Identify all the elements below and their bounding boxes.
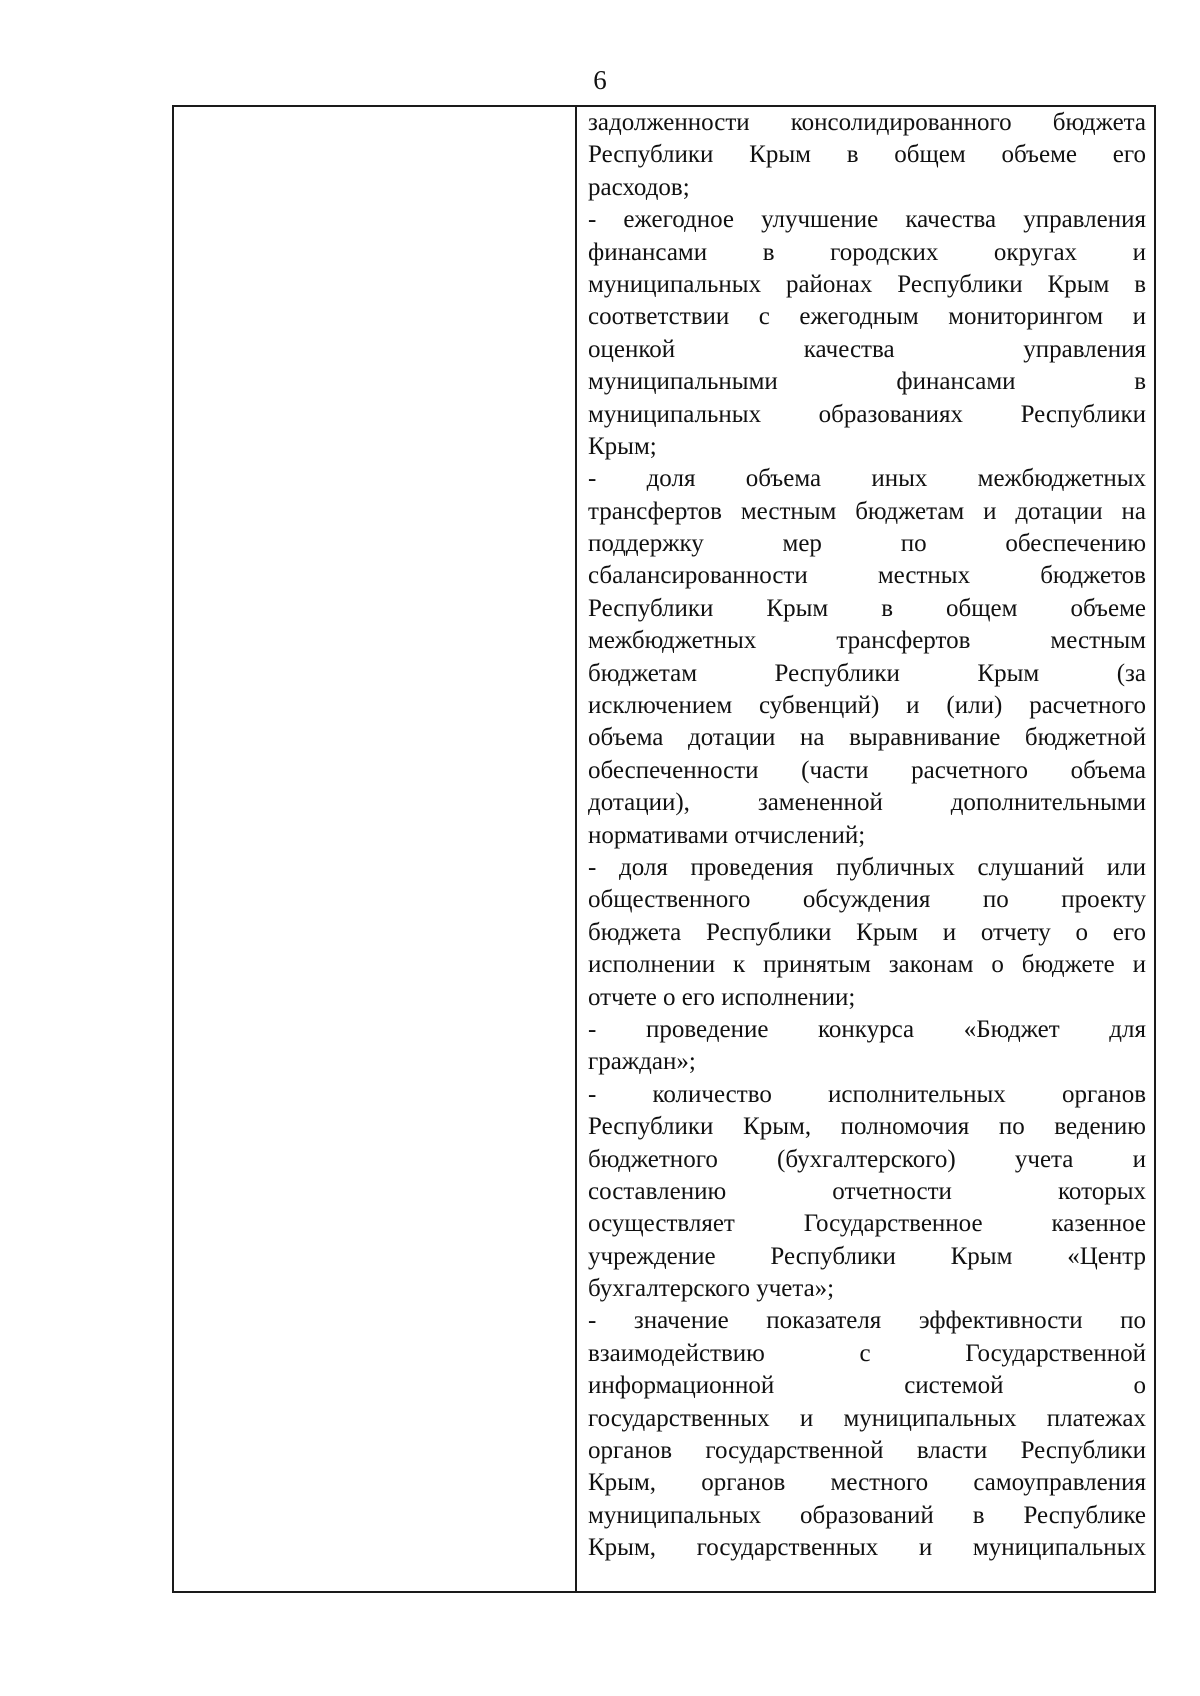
table-left-cell [174,107,577,1591]
text-line: учреждение Республики Крым «Центр [588,1242,1146,1270]
text-line: информационной системой о [588,1372,1146,1400]
text-line: бухгалтерского учета»; [588,1275,835,1303]
text-line: - количество исполнительных органов [588,1080,1146,1108]
text-line: муниципальных районах Республики Крым в [588,270,1146,298]
text-line: муниципальных образованиях Республики [588,400,1146,428]
text-line: составлению отчетности которых [588,1177,1146,1205]
text-line: финансами в городских округах и [588,238,1146,266]
text-line: органов государственной власти Республики [588,1437,1146,1465]
text-line: - доля объема иных межбюджетных [588,465,1146,493]
text-line: Крым; [588,432,657,460]
text-line: общественного обсуждения по проекту [588,886,1146,914]
text-line: задолженности консолидированного бюджета [588,109,1146,136]
text-line: Крым, государственных и муниципальных [588,1534,1146,1562]
text-line: исключением субвенций) и (или) расчетного [588,692,1146,720]
text-line: обеспеченности (части расчетного объема [588,756,1146,784]
page-number: 6 [593,65,607,95]
text-line: Крым, органов местного самоуправления [588,1469,1146,1497]
text-line: осуществляет Государственное казенное [588,1210,1146,1238]
text-line: бюджетам Республики Крым (за [588,659,1146,687]
text-line: - ежегодное улучшение качества управления [588,206,1146,234]
text-line: нормативами отчислений; [588,821,866,849]
text-line: Республики Крым, полномочия по ведению [588,1113,1146,1141]
document-table [172,105,1156,1593]
text-line: дотации), замененной дополнительными [588,789,1146,817]
text-line: поддержку мер по обеспечению [588,530,1146,558]
text-line: бюджетного (бухгалтерского) учета и [588,1145,1146,1173]
text-line: сбалансированности местных бюджетов [588,562,1146,590]
text-line: - проведение конкурса «Бюджет для [588,1015,1146,1043]
text-line: муниципальных образований в Республике [588,1501,1146,1529]
text-line: муниципальными финансами в [588,368,1146,396]
text-line: объема дотации на выравнивание бюджетной [588,724,1146,752]
text-line: отчете о его исполнении; [588,983,856,1011]
table-right-cell [577,107,1154,1591]
text-line: взаимодействию с Государственной [588,1339,1146,1367]
text-line: межбюджетных трансфертов местным [588,627,1146,655]
text-line: - доля проведения публичных слушаний или [588,853,1146,881]
text-line: Республики Крым в общем объеме [588,594,1146,622]
text-line: государственных и муниципальных платежах [588,1404,1146,1432]
text-line: исполнении к принятым законам о бюджете и [588,951,1146,979]
text-line: соответствии с ежегодным мониторингом и [588,303,1146,331]
text-line: расходов; [588,173,690,201]
text-line: - значение показателя эффективности по [588,1307,1146,1335]
text-line: Республики Крым в общем объеме его [588,141,1146,169]
text-line: бюджета Республики Крым и отчету о его [588,918,1146,946]
text-line: граждан»; [588,1048,696,1076]
text-line: трансфертов местным бюджетам и дотации на [588,497,1146,525]
text-line: оценкой качества управления [588,335,1146,363]
